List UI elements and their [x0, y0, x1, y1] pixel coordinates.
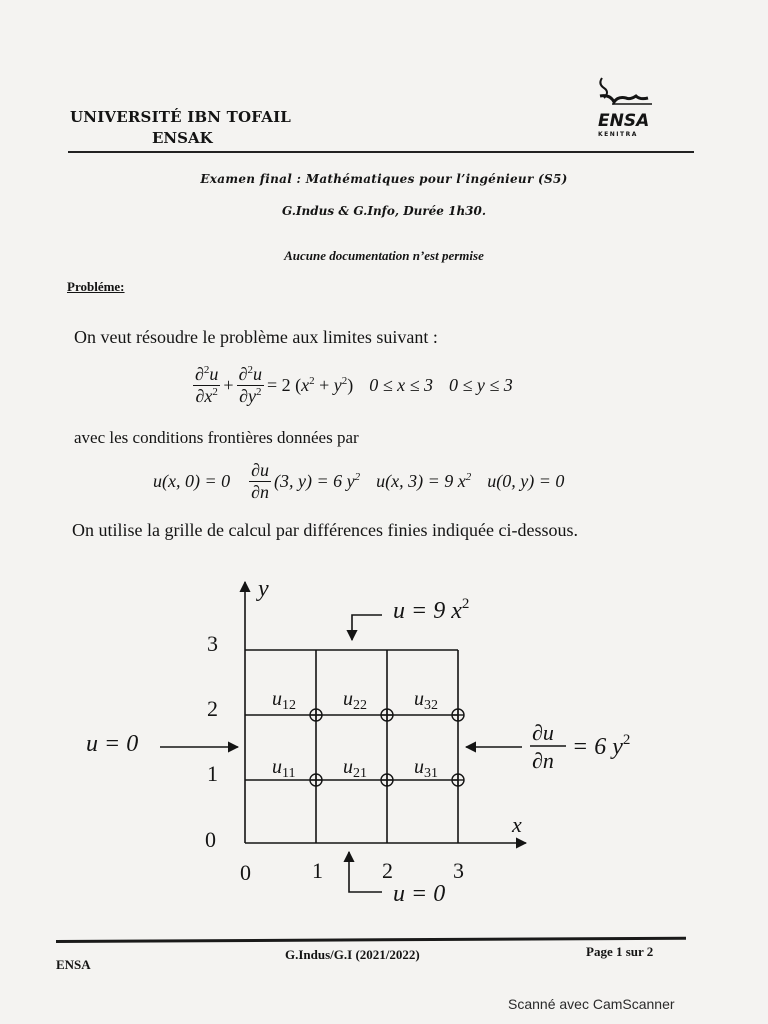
bc-top-label: u = 9 $x^2$ — [393, 596, 470, 624]
x-tick-3: 3 — [453, 858, 464, 883]
scanner-watermark: Scanné avec CamScanner — [508, 996, 675, 1012]
footer-page-number: Page 1 sur 2 — [586, 944, 654, 959]
x-tick-0: 0 — [240, 860, 251, 885]
exam-note: Aucune documentation n’est permise — [284, 248, 484, 263]
footer-center: G.Indus/G.I (2021/2022) — [285, 947, 420, 962]
node-u21 — [381, 774, 393, 786]
du-dn-fraction: $\frac{\partial u}{\partial n}$ — [251, 460, 270, 502]
bc-left: u(0, y) = 0 — [487, 470, 565, 491]
university-name: UNIVERSITÉ IBN TOFAIL — [70, 108, 292, 126]
y-tick-0: 0 — [205, 827, 216, 852]
x-axis-label: x — [512, 812, 522, 837]
y-tick-1: 1 — [207, 761, 218, 786]
problem-intro: On veut résoudre le problème aux limites suivant : — [74, 327, 438, 347]
node-label-u31: $u_{31}$ — [414, 756, 438, 781]
y-tick-3: 3 — [207, 631, 218, 656]
bc-right-num: ∂u — [532, 720, 554, 745]
domain-x: 0 ≤ x ≤ 3 — [369, 374, 434, 395]
bc-right-rhs: = 6 $y^2$ — [572, 732, 631, 760]
ensa-logo — [592, 74, 658, 140]
footer-left: ENSA — [56, 957, 91, 972]
header-rule — [68, 151, 694, 153]
x-tick-1: 1 — [312, 858, 323, 883]
pde-equation: $\frac{\partial^2u}{\partial x^2}$ + $\frac{\partial^2u}{\partial y^2}$ = 2 $(x^2 + y^2)$ 0 ≤ x ≤ 3 0 ≤ y ≤ 3 — [195, 364, 513, 406]
footer-rule — [56, 937, 686, 943]
svg-text:KENITRA: KENITRA — [598, 131, 638, 138]
section-label: Probléme: — [67, 279, 125, 294]
d2u-dx2-fraction: $\frac{\partial^2u}{\partial x^2}$ — [195, 364, 219, 406]
bc-left-label: u = 0 — [86, 731, 139, 757]
pde-rhs: = 2 $(x^2 + y^2)$ — [266, 374, 354, 395]
domain-y: 0 ≤ y ≤ 3 — [449, 374, 513, 395]
boundary-conditions — [153, 460, 564, 502]
bc-right-den: ∂n — [532, 748, 554, 773]
node-u12 — [310, 709, 322, 721]
svg-text:ENSA: ENSA — [598, 111, 650, 131]
finite-difference-grid — [0, 560, 768, 920]
boundary-intro: avec les conditions frontières données par — [74, 428, 359, 447]
y-axis-label: y — [258, 576, 269, 602]
node-label-u32: $u_{32}$ — [414, 688, 438, 713]
node-label-u21: $u_{21}$ — [343, 756, 367, 781]
exam-title: Examen final : Mathématiques pour l’ingénieur (S5) — [200, 172, 568, 186]
bc-bottom-label: u = 0 — [393, 881, 446, 907]
x-tick-2: 2 — [382, 858, 393, 883]
node-label-u12: $u_{12}$ — [272, 688, 296, 713]
grid-intro: On utilise la grille de calcul par différences finies indiquée ci-dessous. — [72, 520, 578, 540]
bc-bottom: u(x, 0) = 0 — [153, 470, 231, 491]
y-tick-2: 2 — [207, 696, 218, 721]
node-u22 — [381, 709, 393, 721]
node-label-u22: $u_{22}$ — [343, 688, 367, 713]
school-name: ENSAK — [152, 129, 213, 147]
node-label-u11: $u_{11}$ — [272, 756, 296, 781]
bottom-bc-arrow — [349, 852, 382, 892]
d2u-dy2-fraction: $\frac{\partial^2u}{\partial y^2}$ — [238, 364, 262, 406]
node-u32 — [452, 709, 464, 721]
bc-right: (3, y) = 6 $y^2$ — [274, 470, 361, 491]
node-u11 — [310, 774, 322, 786]
node-u31 — [452, 774, 464, 786]
exam-subtitle: G.Indus & G.Info, Durée 1h30. — [281, 204, 487, 218]
bc-top: u(x, 3) = 9 $x^2$ — [376, 470, 472, 491]
top-bc-arrow — [352, 615, 382, 640]
